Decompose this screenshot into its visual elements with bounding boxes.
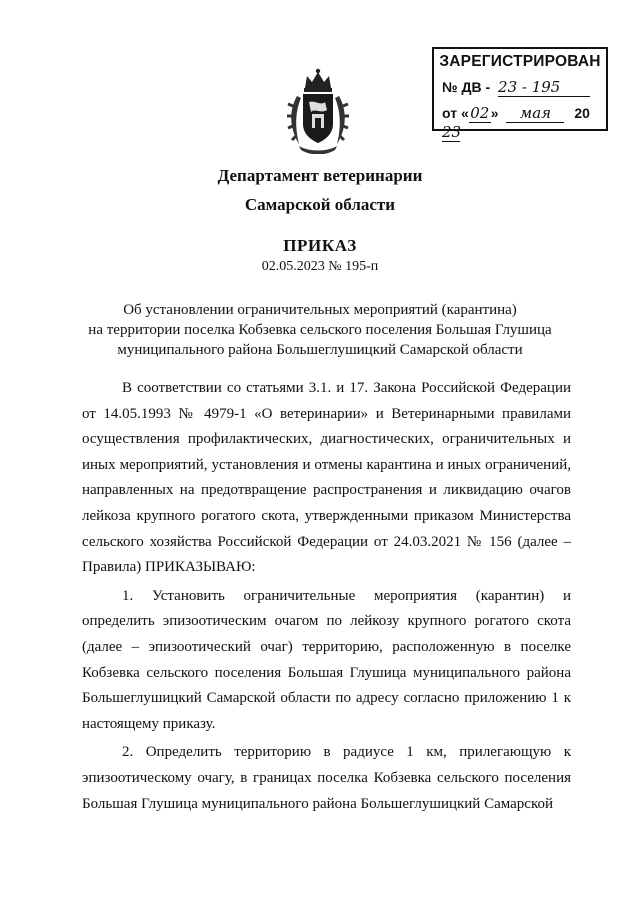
stamp-number-line (498, 78, 590, 97)
stamp-year-line (442, 123, 460, 142)
subject-line1: Об установлении ограничительных мероприятий (карантина) (123, 302, 517, 318)
stamp-day-handwritten: 02 (470, 104, 490, 122)
department-name-line1: Департамент ветеринарии (217, 166, 423, 185)
stamp-year-prefix: 20 (574, 105, 590, 121)
stamp-month-line (506, 104, 564, 123)
department-name-line2: Самарской области (244, 195, 396, 214)
stamp-day-line (469, 104, 491, 123)
stamp-year-handwritten: 23 (442, 123, 462, 141)
stamp-header: ЗАРЕГИСТРИРОВАН (439, 53, 601, 70)
stamp-number-prefix: № ДВ - (442, 79, 491, 95)
coat-of-arms-emblem (285, 66, 351, 154)
stamp-date-mid: » (490, 105, 499, 121)
stamp-date-row (442, 104, 606, 142)
body-paragraph-item-2: 2. Определить территорию в радиусе 1 км, прилегающую к эпизоотическому очагу, в границах поселка Кобзевка сельского поселения Большая Глушица муниципального района Большеглушицкий Самарской (82, 744, 571, 812)
stamp-number-row (442, 78, 590, 97)
stamp-month-handwritten: мая (519, 104, 552, 122)
stamp-number-handwritten: 23 - 195 (498, 78, 561, 96)
order-title: ПРИКАЗ (283, 236, 357, 255)
subject-line2: на территории поселка Кобзевка сельского поселения Большая Глушица (88, 322, 552, 338)
subject-line3: муниципального района Большеглушицкий Самарской области (117, 342, 523, 358)
stamp-date-prefix: от « (442, 105, 469, 121)
order-subject (60, 300, 580, 360)
body-paragraph-item-1: 1. Установить ограничительные мероприятия (карантин) и определить эпизоотическим очагом по лейкозу крупного рогатого скота (далее – эпизоотический очаг) территорию, расположенную в поселке Кобзевка сельского поселения Большая Глушица муниципального района Большеглушицкий Самарской области по адресу согласно приложению 1 к настоящему приказу. (82, 587, 571, 732)
order-body (82, 376, 571, 817)
body-paragraph-preamble: В соответствии со статьями 3.1. и 17. Закона Российской Федерации от 14.05.1993 № 4979-1 «О ветеринарии» и Ветеринарными правилами осуществления профилактических, диагностических, ограничительных и иных мероприятий, установления и отмены карантина и иных ограничений, направленных на предотвращение распространения и ликвидацию очагов лейкоза крупного рогатого скота, утвержденными приказом Министерства сельского хозяйства Российской Федерации от 24.03.2021 № 156 (далее – Правила) ПРИКАЗЫВАЮ: (82, 380, 571, 576)
registration-stamp (432, 47, 608, 141)
order-date-number: 02.05.2023 № 195-п (261, 259, 379, 274)
